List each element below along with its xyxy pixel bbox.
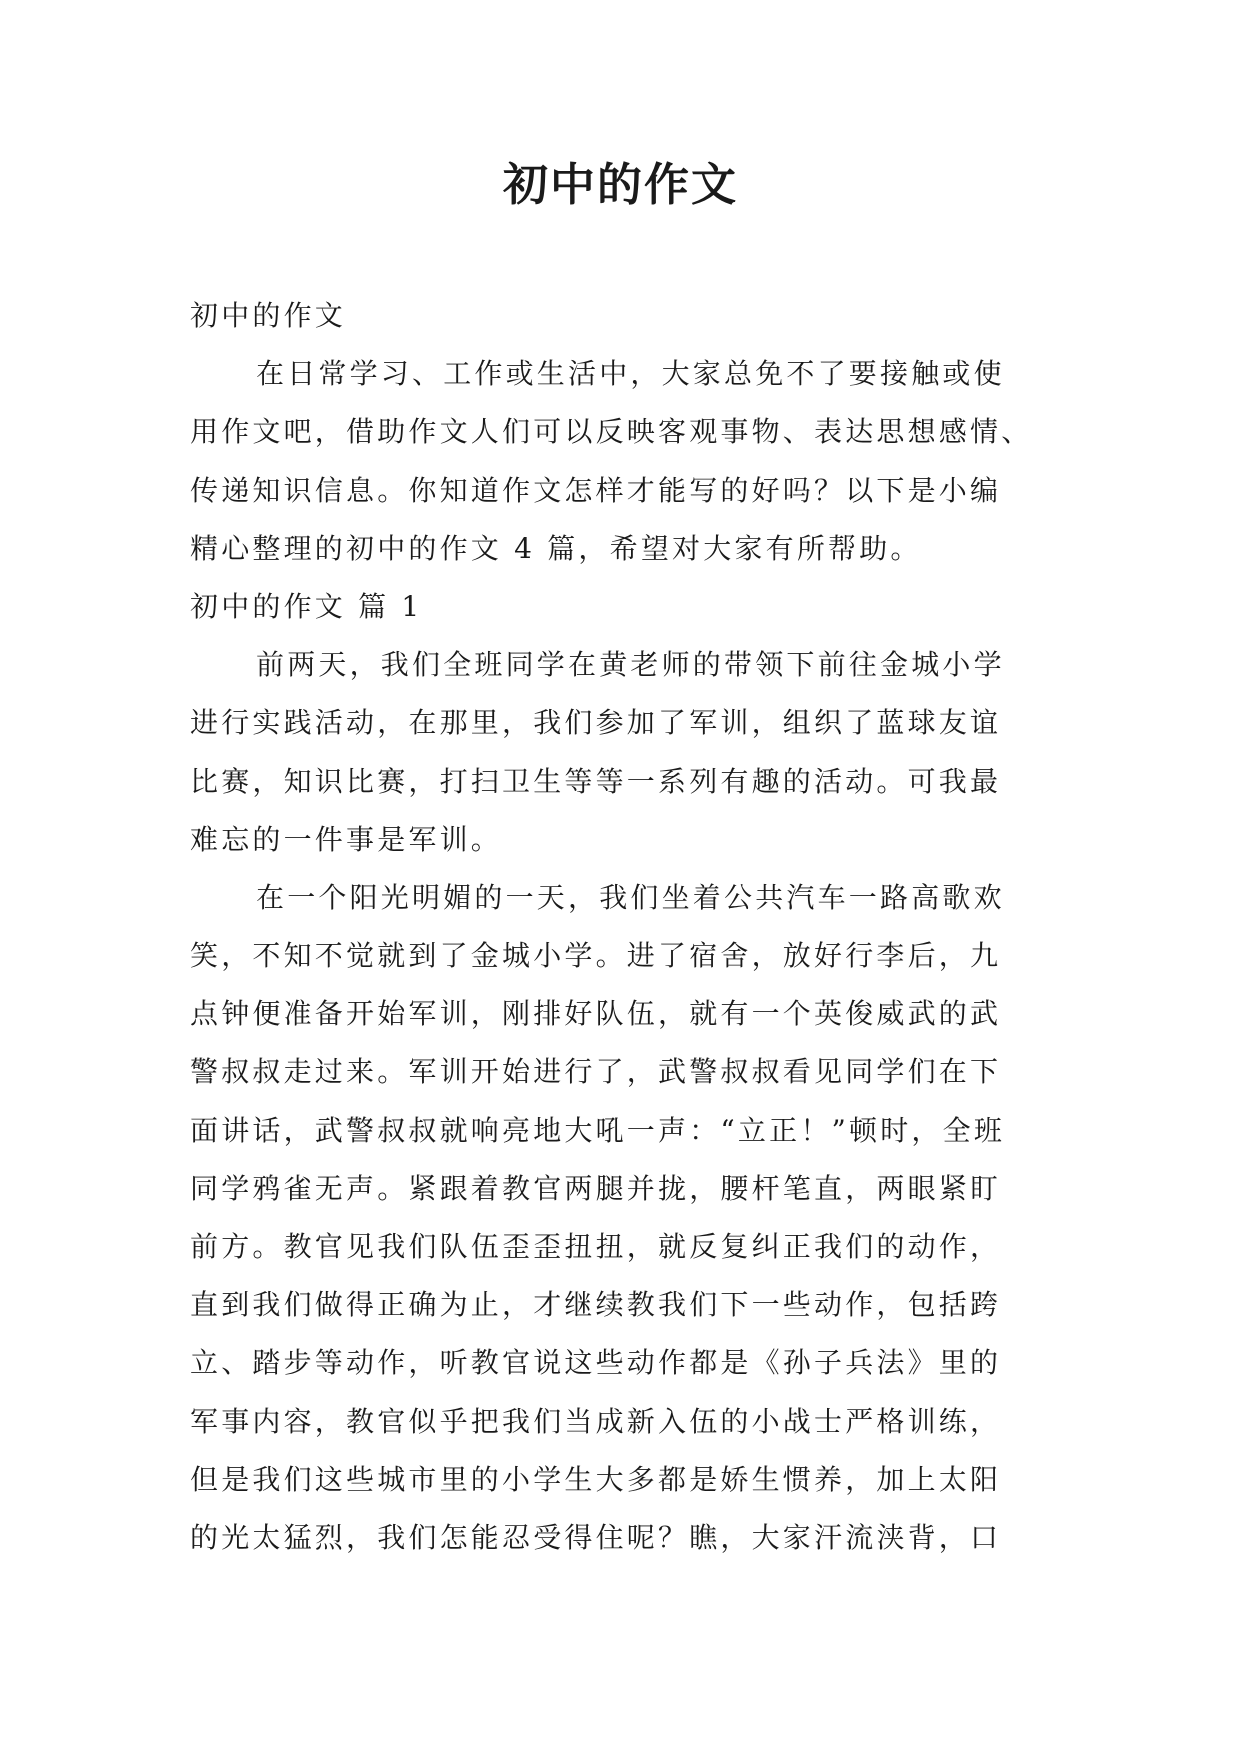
text-line: 用作文吧，借助作文人们可以反映客观事物、表达思想感情、 (190, 415, 1033, 449)
text-line: 传递知识信息。你知道作文怎样才能写的好吗？以下是小编 (190, 473, 1002, 507)
document-title: 初中的作文 (502, 158, 738, 211)
text-line: 军事内容，教官似乎把我们当成新入伍的小战士严格训练， (190, 1404, 1002, 1438)
text-line: 直到我们做得正确为止，才继续教我们下一些动作，包括跨 (190, 1288, 1002, 1322)
text-line: 进行实践活动，在那里，我们参加了军训，组织了蓝球友谊 (190, 706, 1002, 740)
text-line: 难忘的一件事是军训。 (190, 822, 503, 856)
text-line: 警叔叔走过来。军训开始进行了，武警叔叔看见同学们在下 (190, 1055, 1002, 1089)
text-line: 点钟便准备开始军训，刚排好队伍，就有一个英俊威武的武 (190, 997, 1002, 1031)
text-line: 在日常学习、工作或生活中，大家总免不了要接触或使 (256, 357, 1005, 391)
text-line: 比赛，知识比赛，打扫卫生等等一系列有趣的活动。可我最 (190, 764, 1002, 798)
text-line: 前两天，我们全班同学在黄老师的带领下前往金城小学 (256, 648, 1005, 682)
text-line: 同学鸦雀无声。紧跟着教官两腿并拢，腰杆笔直，两眼紧盯 (190, 1171, 1002, 1205)
text-line: 初中的作文 篇 1 (190, 589, 423, 623)
document-body (190, 287, 1058, 1567)
text-line: 立、踏步等动作，听教官说这些动作都是《孙子兵法》里的 (190, 1346, 1002, 1380)
text-line: 但是我们这些城市里的小学生大多都是娇生惯养，加上太阳 (190, 1462, 1002, 1496)
text-line: 在一个阳光明媚的一天，我们坐着公共汽车一路高歌欢 (256, 880, 1005, 914)
text-line: 初中的作文 (190, 299, 347, 332)
text-line: 笑，不知不觉就到了金城小学。进了宿舍，放好行李后，九 (190, 939, 1002, 973)
text-line: 精心整理的初中的作文 4 篇，希望对大家有所帮助。 (190, 531, 922, 565)
text-line: 面讲话，武警叔叔就响亮地大吼一声：“立正！”顿时，全班 (190, 1113, 1006, 1147)
text-line: 前方。教官见我们队伍歪歪扭扭，就反复纠正我们的动作， (190, 1230, 1002, 1263)
text-line: 的光太猛烈，我们怎能忍受得住呢？瞧，大家汗流浃背，口 (190, 1520, 1002, 1554)
